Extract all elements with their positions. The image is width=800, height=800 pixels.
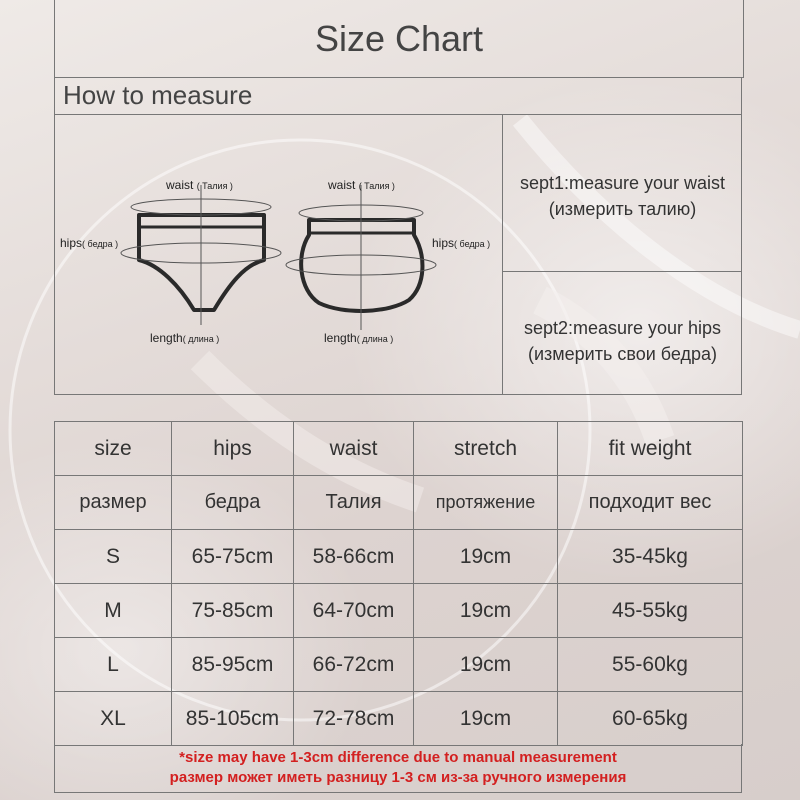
- size-cell: M: [55, 584, 172, 638]
- step-2: [503, 315, 742, 367]
- waist-cell: 58-66cm: [294, 530, 414, 584]
- length-label-right: length( длина ): [324, 331, 394, 345]
- hips-cell: 65-75cm: [172, 530, 294, 584]
- stretch-cell: 19cm: [414, 692, 558, 746]
- hips-cell: 75-85cm: [172, 584, 294, 638]
- table-row: [55, 638, 743, 692]
- waist-label-right: waist ( Талия ): [328, 178, 395, 192]
- table-row: [55, 584, 743, 638]
- table-row: [55, 530, 743, 584]
- length-label-left: length( длина ): [150, 331, 220, 345]
- fit-weight-cell: 55-60kg: [558, 638, 743, 692]
- stretch-cell: 19cm: [414, 530, 558, 584]
- step-2-ru: (измерить свои бедра): [527, 344, 718, 364]
- note-en: *size may have 1-3cm difference due to manual measurement: [179, 749, 617, 766]
- waist-label-left: waist ( Талия ): [166, 178, 233, 192]
- size-cell: XL: [55, 692, 172, 746]
- step-2-en: sept2:measure your hips: [523, 318, 722, 338]
- table-header-en: [55, 422, 743, 476]
- waist-cell: 72-78cm: [294, 692, 414, 746]
- hips-label-left: hips( бедра ): [60, 236, 119, 250]
- fit-weight-cell: 60-65kg: [558, 692, 743, 746]
- step-1-en: sept1:measure your waist: [519, 173, 726, 193]
- step-divider: [503, 271, 742, 272]
- fit-weight-cell: 35-45kg: [558, 530, 743, 584]
- header-size: size: [55, 422, 172, 476]
- waist-cell: 66-72cm: [294, 638, 414, 692]
- step-1: [503, 170, 742, 222]
- table-row: [55, 692, 743, 746]
- hips-label-right: hips( бедра ): [432, 236, 491, 250]
- page-title: Size Chart: [54, 0, 744, 78]
- size-cell: S: [55, 530, 172, 584]
- header-waist: waist: [294, 422, 414, 476]
- hips-cell: 85-95cm: [172, 638, 294, 692]
- header-hips: hips: [172, 422, 294, 476]
- size-cell: L: [55, 638, 172, 692]
- step-1-ru: (измерить талию): [548, 199, 697, 219]
- header-fit-weight-ru: подходит вес: [558, 476, 743, 530]
- stretch-cell: 19cm: [414, 584, 558, 638]
- header-hips-ru: бедра: [172, 476, 294, 530]
- header-waist-ru: Талия: [294, 476, 414, 530]
- hips-cell: 85-105cm: [172, 692, 294, 746]
- header-fit-weight: fit weight: [558, 422, 743, 476]
- table-header-ru: [55, 476, 743, 530]
- fit-weight-cell: 45-55kg: [558, 584, 743, 638]
- header-stretch: stretch: [414, 422, 558, 476]
- measurement-note: [54, 744, 742, 793]
- note-ru: размер может иметь разницу 1-3 см из-за ручного измерения: [169, 769, 627, 786]
- waist-cell: 64-70cm: [294, 584, 414, 638]
- header-size-ru: размер: [55, 476, 172, 530]
- size-table: [54, 421, 743, 746]
- how-to-measure-heading: How to measure: [54, 77, 742, 115]
- stretch-cell: 19cm: [414, 638, 558, 692]
- header-stretch-ru: протяжение: [414, 476, 558, 530]
- measure-steps: [502, 115, 742, 395]
